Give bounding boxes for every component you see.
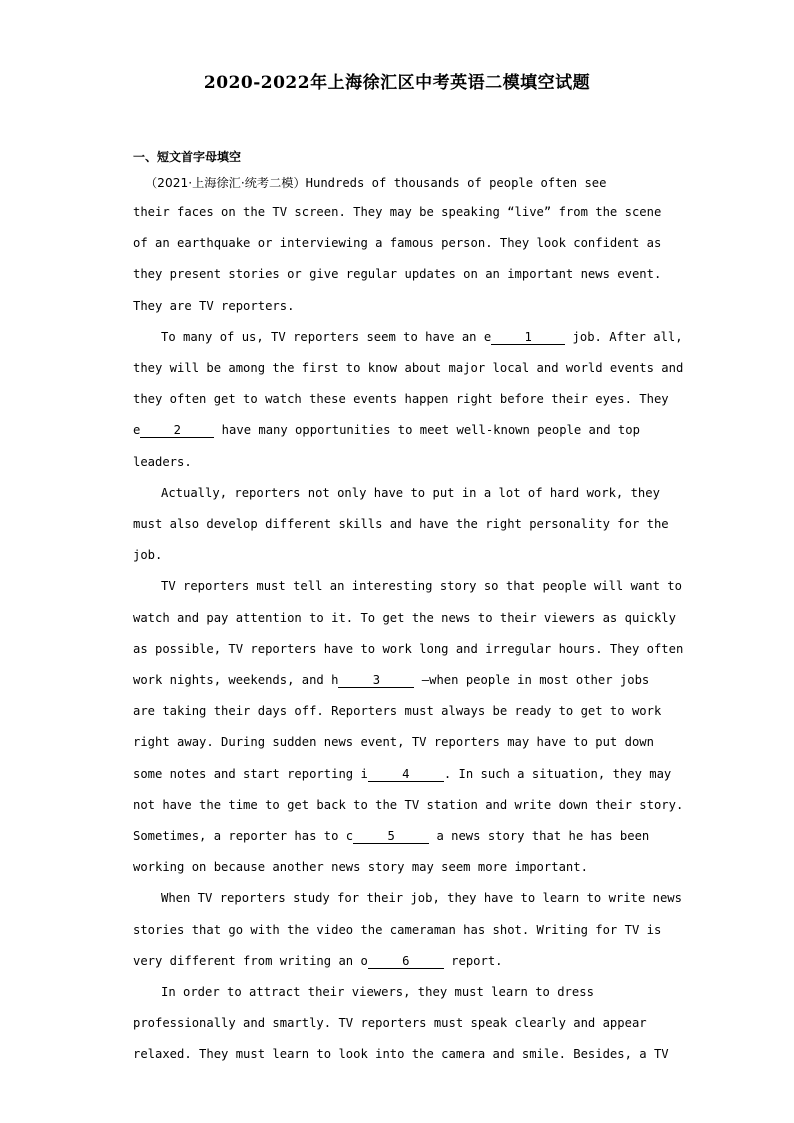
blank-1[interactable]: 1 [491,331,565,345]
document-title: 2020-2022年上海徐汇区中考英语二模填空试题 [203,73,591,93]
paragraph-line: as possible, TV reporters have to work long and irregular hours. They often [133,642,684,656]
paragraph-line: e 2 have many opportunities to meet well-known people and top [133,423,640,437]
paragraph-line: To many of us, TV reporters seem to have an e 1 job. After all, [161,330,683,344]
paragraph-line: not have the time to get back to the TV station and write down their story. [133,798,684,812]
paragraph-line: （2021·上海徐汇·统考二模）Hundreds of thousands of people often see [145,176,607,190]
paragraph-line: working on because another news story may seem more important. [133,860,588,874]
paragraph-line: Sometimes, a reporter has to c 5 a news story that he has been [133,829,650,843]
paragraph-line: They are TV reporters. [133,299,295,313]
paragraph-line: of an earthquake or interviewing a famous person. They look confident as [133,236,662,250]
paragraph-line: In order to attract their viewers, they must learn to dress [161,985,594,999]
paragraph-line: When TV reporters study for their job, they have to learn to write news [161,891,682,905]
paragraph-line: are taking their days off. Reporters must always be ready to get to work [133,704,662,718]
paragraph-line: leaders. [133,455,192,469]
blank-6[interactable]: 6 [368,955,444,969]
paragraph-line: they often get to watch these events happen right before their eyes. They [133,392,669,406]
paragraph-line: they present stories or give regular updates on an important news event. [133,267,662,281]
source-prefix: （2021·上海徐汇·统考二模） [145,176,306,190]
paragraph-line: relaxed. They must learn to look into the camera and smile. Besides, a TV [133,1047,669,1061]
paragraph-line: their faces on the TV screen. They may be speaking “live” from the scene [133,205,662,219]
paragraph-line: some notes and start reporting i 4 . In such a situation, they may [133,767,672,781]
paragraph-line: Actually, reporters not only have to put in a lot of hard work, they [161,486,660,500]
paragraph-line: right away. During sudden news event, TV reporters may have to put down [133,735,654,749]
paragraph-line: must also develop different skills and have the right personality for the [133,517,669,531]
paragraph-line: watch and pay attention to it. To get the news to their viewers as quickly [133,611,676,625]
paragraph-line: job. [133,548,163,562]
paragraph-line: work nights, weekends, and h 3 —when people in most other jobs [133,673,650,687]
blank-4[interactable]: 4 [368,768,444,782]
blank-3[interactable]: 3 [338,674,414,688]
blank-5[interactable]: 5 [353,830,429,844]
paragraph-line: professionally and smartly. TV reporters must speak clearly and appear [133,1016,647,1030]
paragraph-line: stories that go with the video the cameraman has shot. Writing for TV is [133,923,662,937]
paragraph-line: TV reporters must tell an interesting story so that people will want to [161,579,682,593]
paragraph-line: they will be among the first to know about major local and world events and [133,361,684,375]
section-heading: 一、短文首字母填空 [133,150,242,164]
paragraph-line: very different from writing an o 6 report. [133,954,503,968]
blank-2[interactable]: 2 [140,424,214,438]
